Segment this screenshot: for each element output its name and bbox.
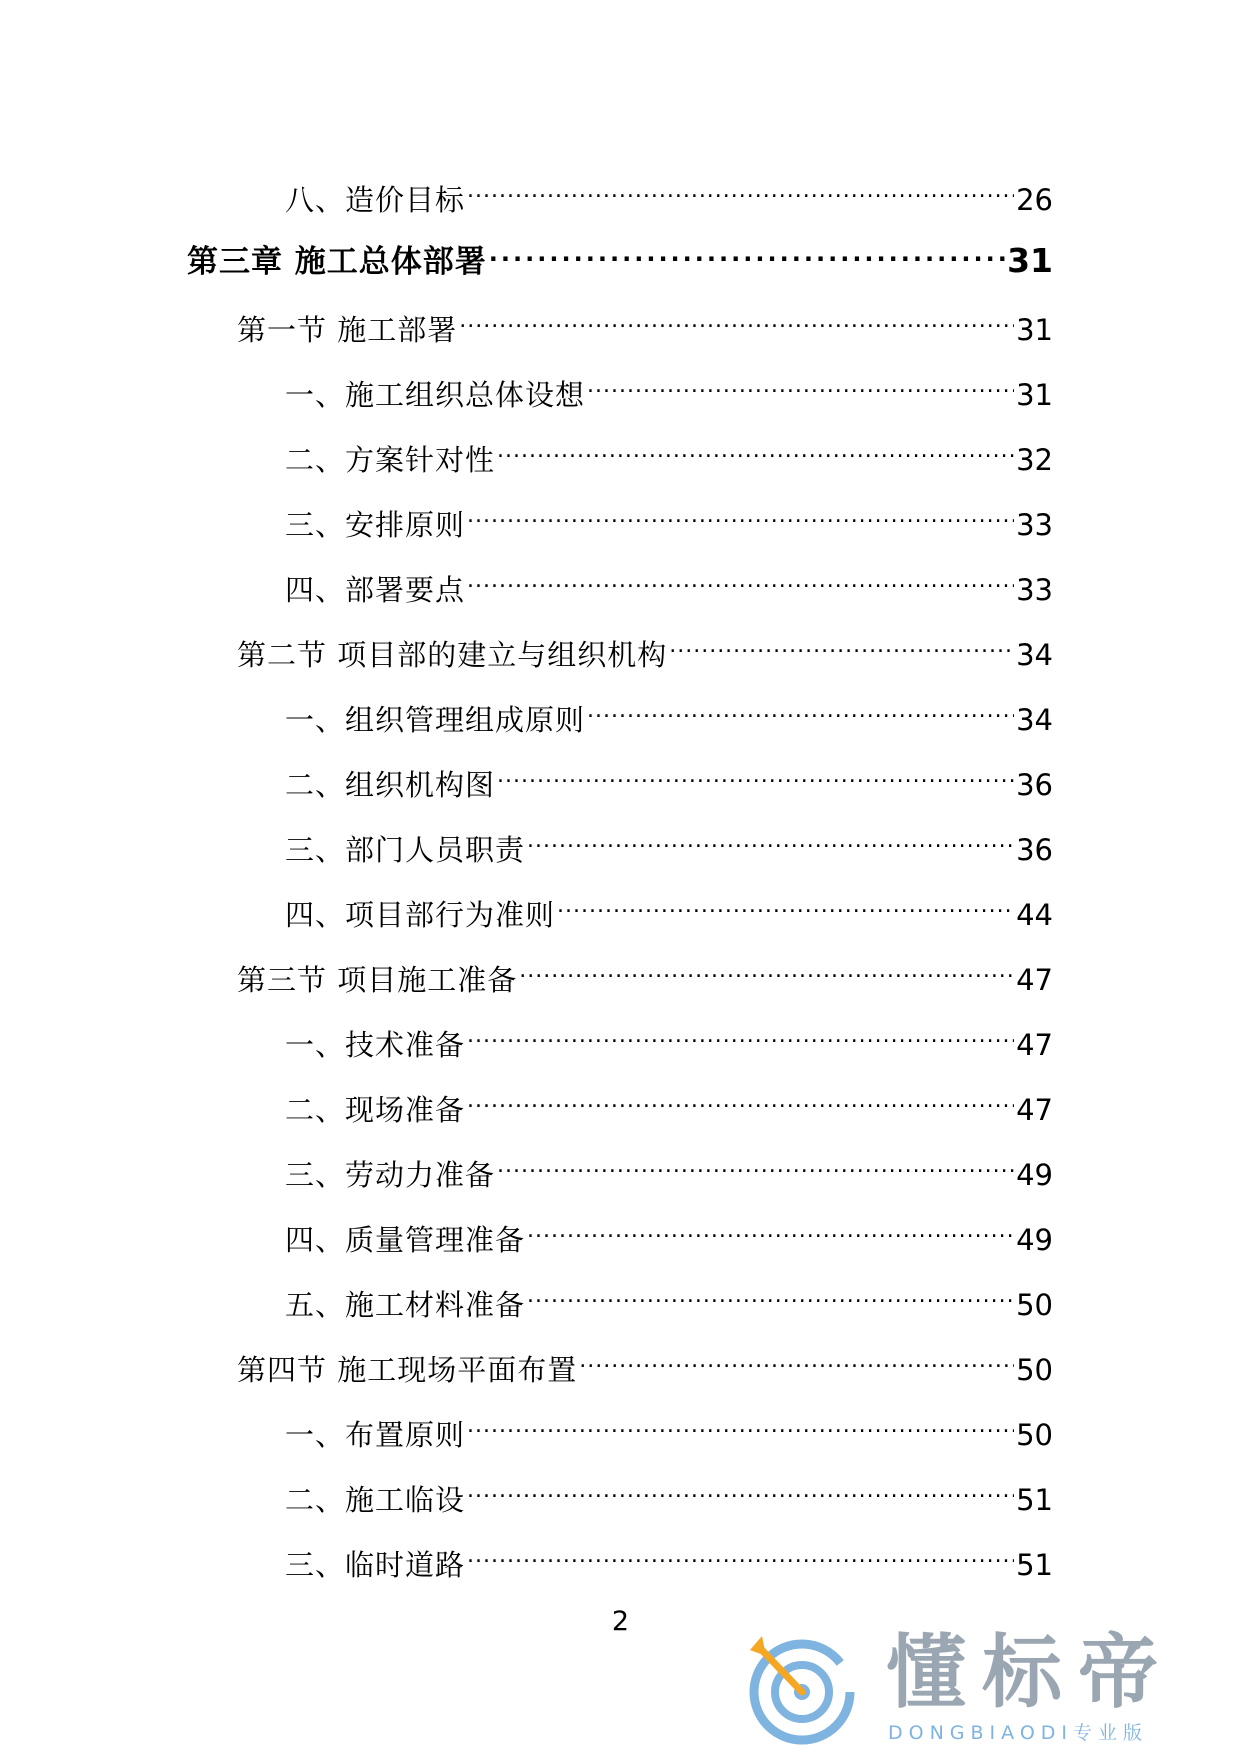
toc-chapter-entry[interactable] xyxy=(187,232,1053,280)
toc-leader-dots xyxy=(467,1405,1014,1445)
toc-leader-dots xyxy=(527,1210,1014,1250)
toc-entry[interactable] xyxy=(285,820,1053,867)
toc-leader-dots xyxy=(467,170,1014,210)
toc-entry-page: 36 xyxy=(1016,768,1053,802)
toc-section-entry[interactable] xyxy=(237,950,1053,997)
toc-leader-dots xyxy=(557,885,1014,925)
target-arrow-icon xyxy=(740,1628,860,1748)
toc-entry-title: 第四节 施工现场平面布置 xyxy=(237,1353,578,1387)
toc-entry[interactable] xyxy=(285,365,1053,412)
toc-leader-dots xyxy=(527,820,1014,860)
toc-entry-title: 第二节 项目部的建立与组织机构 xyxy=(237,638,668,672)
toc-entry[interactable] xyxy=(285,170,1053,217)
toc-entry-title: 一、组织管理组成原则 xyxy=(285,703,586,737)
toc-entry-page: 33 xyxy=(1016,573,1053,607)
toc-entry-title: 第三章 施工总体部署 xyxy=(187,244,487,280)
toc-entry-title: 八、造价目标 xyxy=(285,183,466,217)
toc-leader-dots xyxy=(587,365,1014,405)
toc-entry[interactable] xyxy=(285,430,1053,477)
toc-entry-page: 34 xyxy=(1016,703,1053,737)
toc-entry[interactable] xyxy=(285,495,1053,542)
toc-entry-title: 二、组织机构图 xyxy=(285,768,496,802)
toc-entry[interactable] xyxy=(285,1080,1053,1127)
toc-leader-dots xyxy=(467,1535,1014,1575)
toc-entry-title: 第一节 施工部署 xyxy=(237,313,458,347)
toc-entry-page: 47 xyxy=(1016,1028,1053,1062)
toc-entry-page: 34 xyxy=(1016,638,1053,672)
toc-section-entry[interactable] xyxy=(237,625,1053,672)
toc-section-entry[interactable] xyxy=(237,300,1053,347)
toc-entry[interactable] xyxy=(285,1470,1053,1517)
toc-entry-title: 三、安排原则 xyxy=(285,508,466,542)
toc-leader-dots xyxy=(497,1145,1014,1185)
toc-entry-page: 50 xyxy=(1016,1288,1053,1322)
toc-entry-title: 第三节 项目施工准备 xyxy=(237,963,518,997)
toc-leader-dots xyxy=(467,1080,1014,1120)
toc-entry-title: 四、质量管理准备 xyxy=(285,1223,526,1257)
toc-entry[interactable] xyxy=(285,885,1053,932)
toc-entry-page: 49 xyxy=(1016,1223,1053,1257)
toc-entry-page: 50 xyxy=(1016,1353,1053,1387)
toc-entry-title: 四、项目部行为准则 xyxy=(285,898,556,932)
toc-entry[interactable] xyxy=(285,560,1053,607)
toc-entry-page: 31 xyxy=(1016,313,1053,347)
toc-entry-title: 三、临时道路 xyxy=(285,1548,466,1582)
toc-leader-dots xyxy=(467,495,1014,535)
toc-entry-page: 31 xyxy=(1007,241,1053,280)
toc-entry-page: 50 xyxy=(1016,1418,1053,1452)
toc-entry-page: 47 xyxy=(1016,1093,1053,1127)
toc-entry-title: 二、施工临设 xyxy=(285,1483,466,1517)
toc-entry[interactable] xyxy=(285,1535,1053,1582)
toc-leader-dots xyxy=(497,430,1014,470)
toc-entry[interactable] xyxy=(285,690,1053,737)
toc-entry-page: 26 xyxy=(1016,183,1053,217)
toc-entry-title: 五、施工材料准备 xyxy=(285,1288,526,1322)
watermark-brand-name: 懂标帝 xyxy=(886,1626,1174,1719)
toc-entry-page: 47 xyxy=(1016,963,1053,997)
toc-entry-page: 51 xyxy=(1016,1483,1053,1517)
toc-leader-dots xyxy=(467,560,1014,600)
toc-entry-page: 44 xyxy=(1016,898,1053,932)
toc-entry[interactable] xyxy=(285,1145,1053,1192)
toc-leader-dots xyxy=(519,950,1014,990)
toc-leader-dots xyxy=(467,1470,1014,1510)
toc-leader-dots xyxy=(467,1015,1014,1055)
toc-leader-dots xyxy=(459,300,1014,340)
toc-entry[interactable] xyxy=(285,1210,1053,1257)
toc-leader-dots xyxy=(527,1275,1014,1315)
toc-entry[interactable] xyxy=(285,1405,1053,1452)
toc-leader-dots xyxy=(579,1340,1014,1380)
toc-entry-title: 三、部门人员职责 xyxy=(285,833,526,867)
toc-leader-dots xyxy=(497,755,1014,795)
toc-section-entry[interactable] xyxy=(237,1340,1053,1387)
toc-entry-page: 51 xyxy=(1016,1548,1053,1582)
watermark xyxy=(740,1628,1220,1748)
toc-entry-title: 一、施工组织总体设想 xyxy=(285,378,586,412)
toc-entry-title: 三、劳动力准备 xyxy=(285,1158,496,1192)
toc-entry[interactable] xyxy=(285,755,1053,802)
toc-entry-page: 33 xyxy=(1016,508,1053,542)
toc-entry-page: 49 xyxy=(1016,1158,1053,1192)
page-number: 2 xyxy=(611,1606,630,1637)
toc-entry[interactable] xyxy=(285,1275,1053,1322)
watermark-subtitle: DONGBIAODI专业版 xyxy=(888,1722,1149,1744)
toc-entry-title: 一、布置原则 xyxy=(285,1418,466,1452)
toc-entry-title: 二、现场准备 xyxy=(285,1093,466,1127)
toc-entry-page: 36 xyxy=(1016,833,1053,867)
toc-leader-dots xyxy=(669,625,1014,665)
toc-leader-dots xyxy=(587,690,1014,730)
toc-entry-title: 一、技术准备 xyxy=(285,1028,466,1062)
toc-entry[interactable] xyxy=(285,1015,1053,1062)
toc-leader-dots xyxy=(489,232,1005,272)
toc-entry-title: 四、部署要点 xyxy=(285,573,466,607)
toc-entry-page: 32 xyxy=(1016,443,1053,477)
toc-entry-page: 31 xyxy=(1016,378,1053,412)
toc-entry-title: 二、方案针对性 xyxy=(285,443,496,477)
